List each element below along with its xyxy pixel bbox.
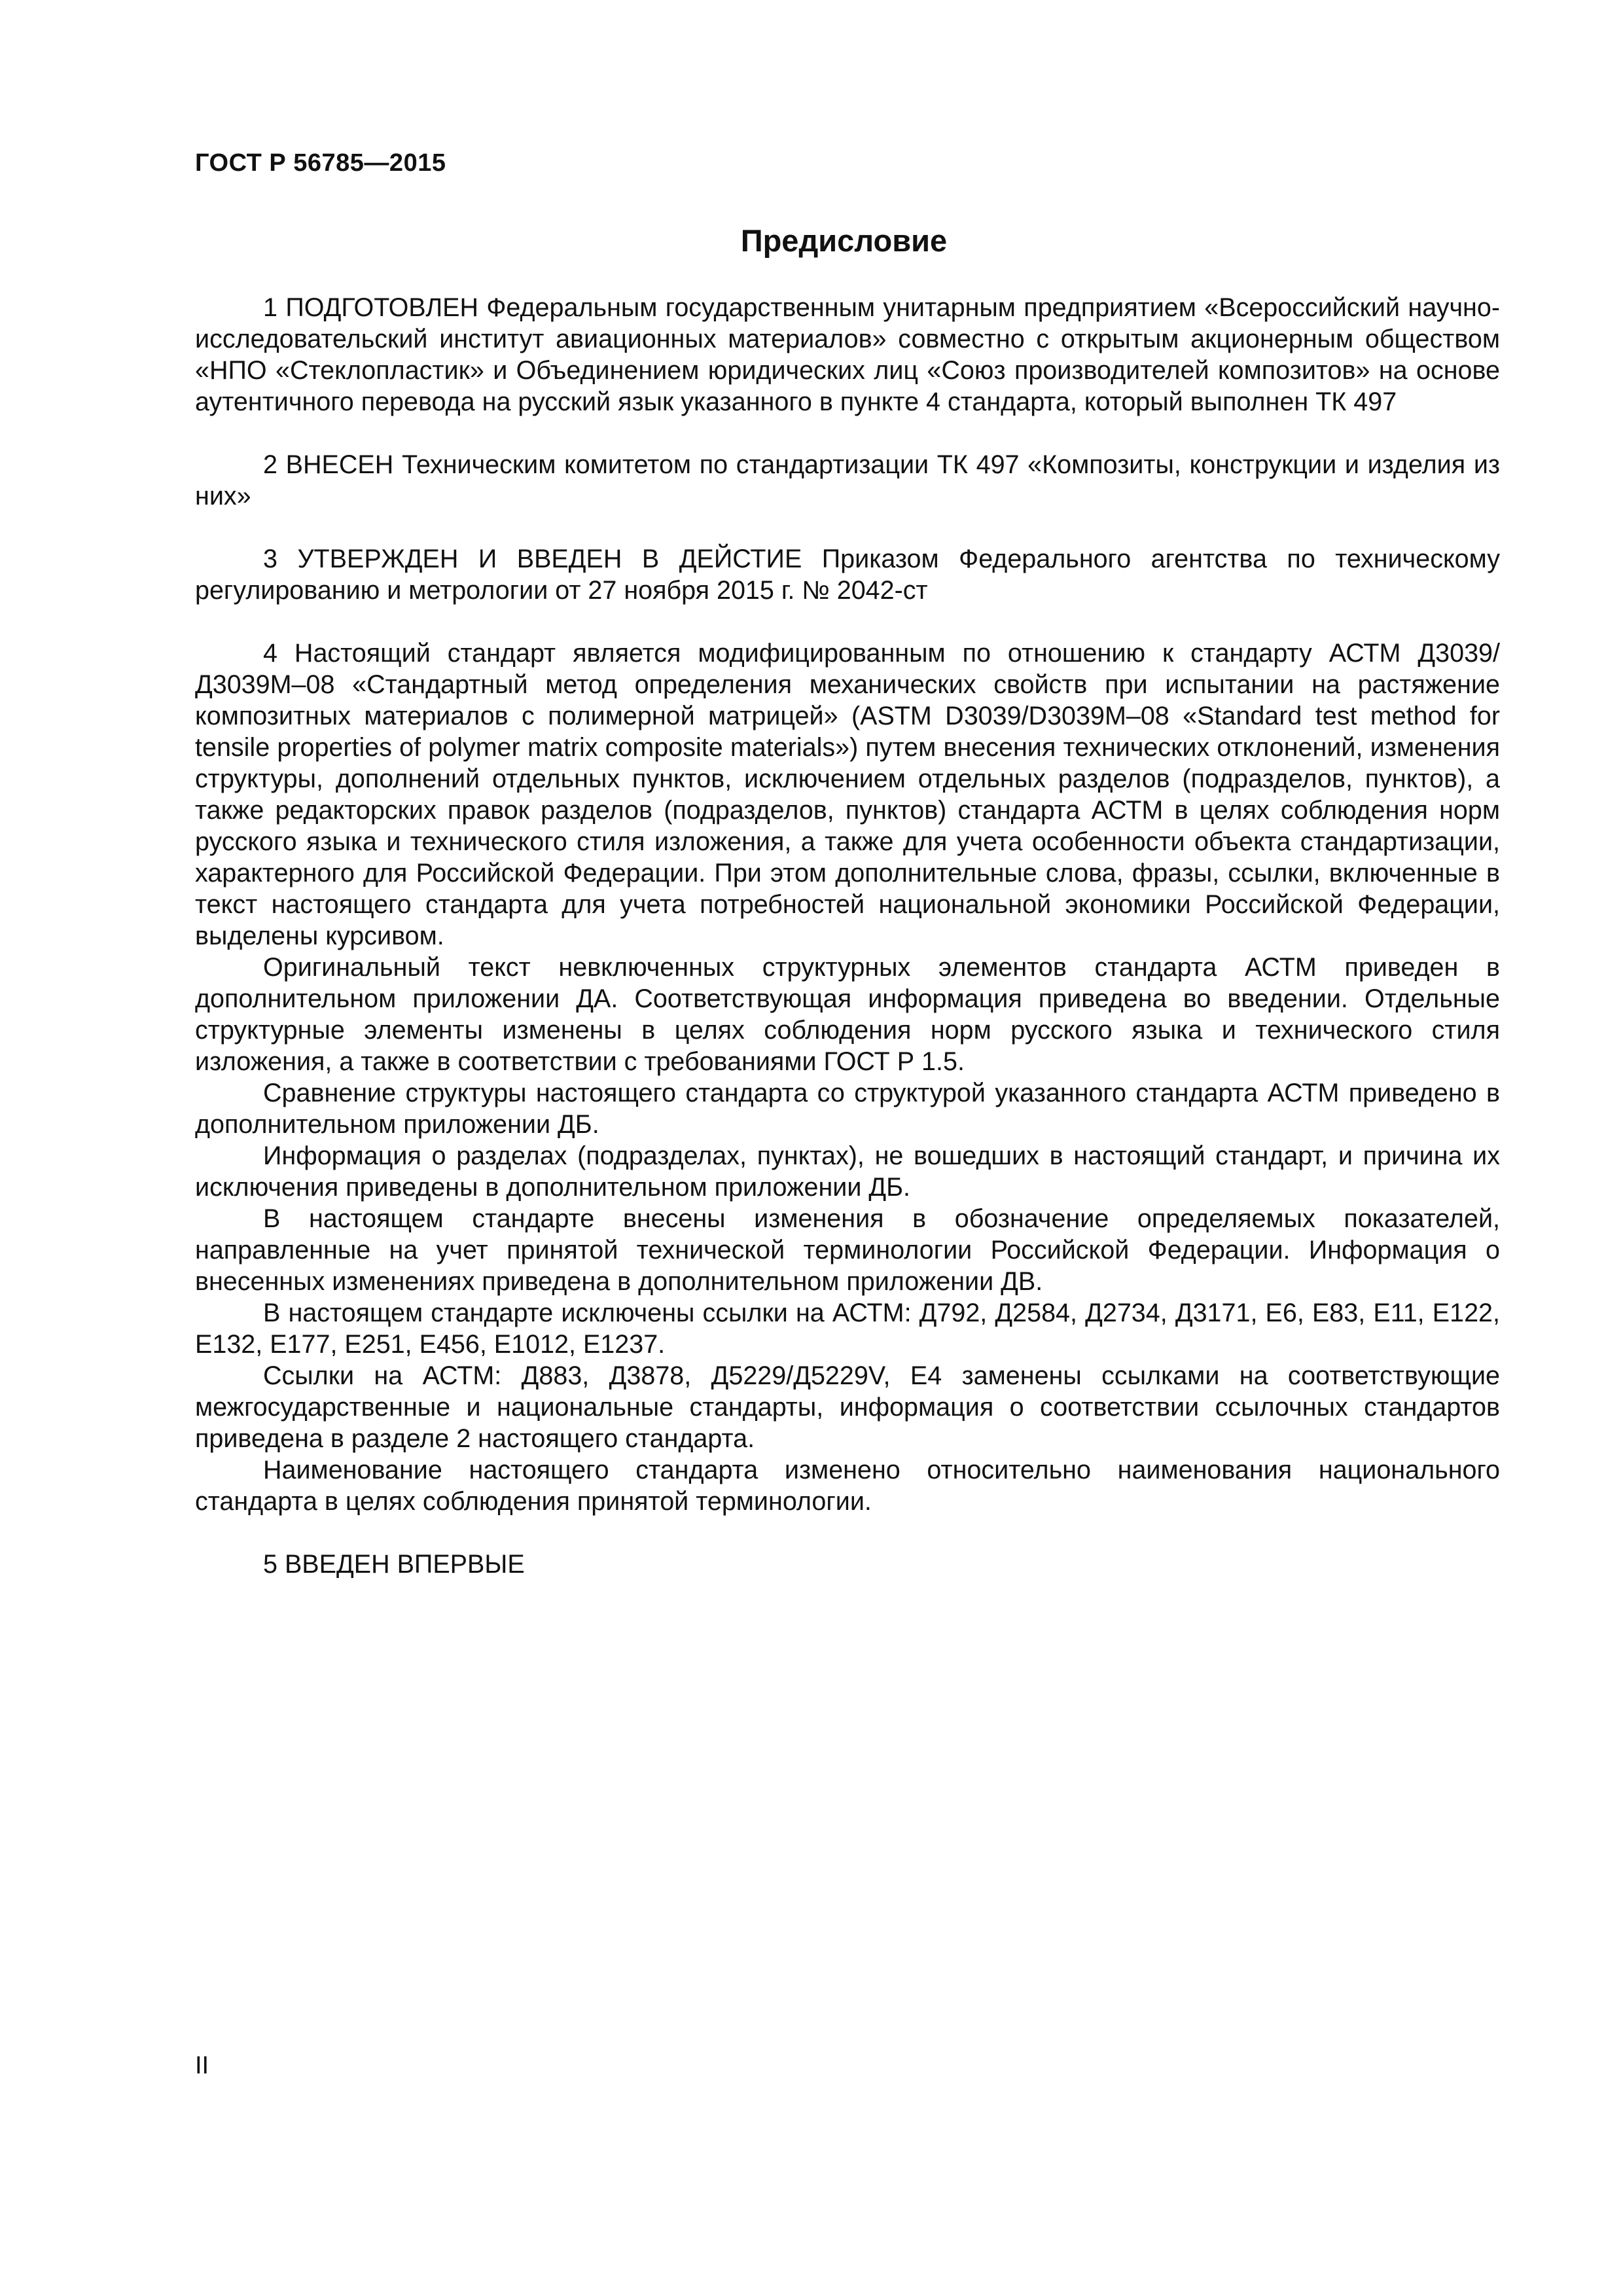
paragraph-gap [195, 606, 1500, 637]
page-number: II [195, 2052, 209, 2079]
item-5-paragraph: 5 ВВЕДЕН ВПЕРВЫЕ [263, 1550, 525, 1579]
paragraph-gap [195, 512, 1500, 543]
paragraph-gap [195, 1517, 1500, 1549]
document-body [195, 292, 1500, 1580]
item-4-structure-comparison-paragraph: Сравнение структуры настоящего стандарта со структурой указанного стандарта АСТМ приведено в дополнительном приложении ДБ. [195, 1079, 1500, 1139]
item-4-original-text-paragraph: Оригинальный текст невключенных структурных элементов стандарта АСТМ приведен в дополнительном приложении ДА. Соответствующая информация приведена во введении. Отдельные структурные элементы изменены в целях соблюдения норм русского языка и технического стиля изложения, а также в соответствии с требованиями ГОСТ Р 1.5. [195, 953, 1500, 1076]
page-title: Предисловие [740, 223, 948, 258]
item-3-paragraph: 3 УТВЕРЖДЕН И ВВЕДЕН В ДЕЙСТИЕ Приказом Федерального агентства по техническому регулированию и метрологии от 27 ноября 2015 г. № 2042-ст [195, 545, 1500, 605]
item-4-replaced-references-paragraph: Ссылки на АСТМ: Д883, Д3878, Д5229/Д5229V, Е4 заменены ссылками на соответствующие межгосударственные и национальные стандарты, информация о соответствии ссылочных стандартов приведена в разделе 2 настоящего стандарта. [195, 1361, 1500, 1453]
item-4-excluded-sections-paragraph: Информация о разделах (подразделах, пунктах), не вошедших в настоящий стандарт, и причина их исключения приведены в дополнительном приложении ДБ. [195, 1141, 1500, 1202]
item-4-excluded-references-paragraph: В настоящем стандарте исключены ссылки на АСТМ: Д792, Д2584, Д2734, Д3171, Е6, Е83, Е11, Е122, Е132, Е177, Е251, Е456, Е1012, Е1237. [195, 1299, 1500, 1359]
standard-header: ГОСТ Р 56785—2015 [195, 149, 446, 177]
item-1-paragraph: 1 ПОДГОТОВЛЕН Федеральным государственным унитарным предприятием «Всероссийский научно-исследовательский институт авиационных материалов» совместно с открытым акционерным обществом «НПО «Стеклопластик» и Объединением юридических лиц «Союз производителей композитов» на основе аутентичного перевода на русский язык указанного в пункте 4 стандарта, который выполнен ТК 497 [195, 293, 1500, 416]
item-2-paragraph: 2 ВНЕСЕН Техническим комитетом по стандартизации ТК 497 «Композиты, конструкции и изделия из них» [195, 450, 1500, 511]
paragraph-gap [195, 418, 1500, 449]
item-4-paragraph: 4 Настоящий стандарт является модифицированным по отношению к стандарту АСТМ Д3039/Д3039М–08 «Стандартный метод определения механических свойств при испытании на растяжение композитных материалов с полимерной матрицей» (ASTM D3039/D3039M–08 «Standard test method for tensile properties of polymer matrix composite materials») путем внесения технических отклонений, изменения структуры, дополнений отдельных пунктов, исключением отдельных разделов (подразделов, пунктов), а также редакторских правок разделов (подразделов, пунктов) стандарта АСТМ в целях соблюдения норм русского языка и технического стиля изложения, а также для учета особенности объекта стандартизации, характерного для Российской Федерации. При этом дополнительные слова, фразы, ссылки, включенные в текст настоящего стандарта для учета потребностей национальной экономики Российской Федерации, выделены курсивом. [195, 639, 1500, 950]
item-4-designation-changes-paragraph: В настоящем стандарте внесены изменения в обозначение определяемых показателей, направленные на учет принятой технической терминологии Российской Федерации. Информация о внесенных изменениях приведена в дополнительном приложении ДВ. [195, 1204, 1500, 1296]
item-4-title-change-paragraph: Наименование настоящего стандарта изменено относительно наименования национального стандарта в целях соблюдения принятой терминологии. [195, 1456, 1500, 1516]
